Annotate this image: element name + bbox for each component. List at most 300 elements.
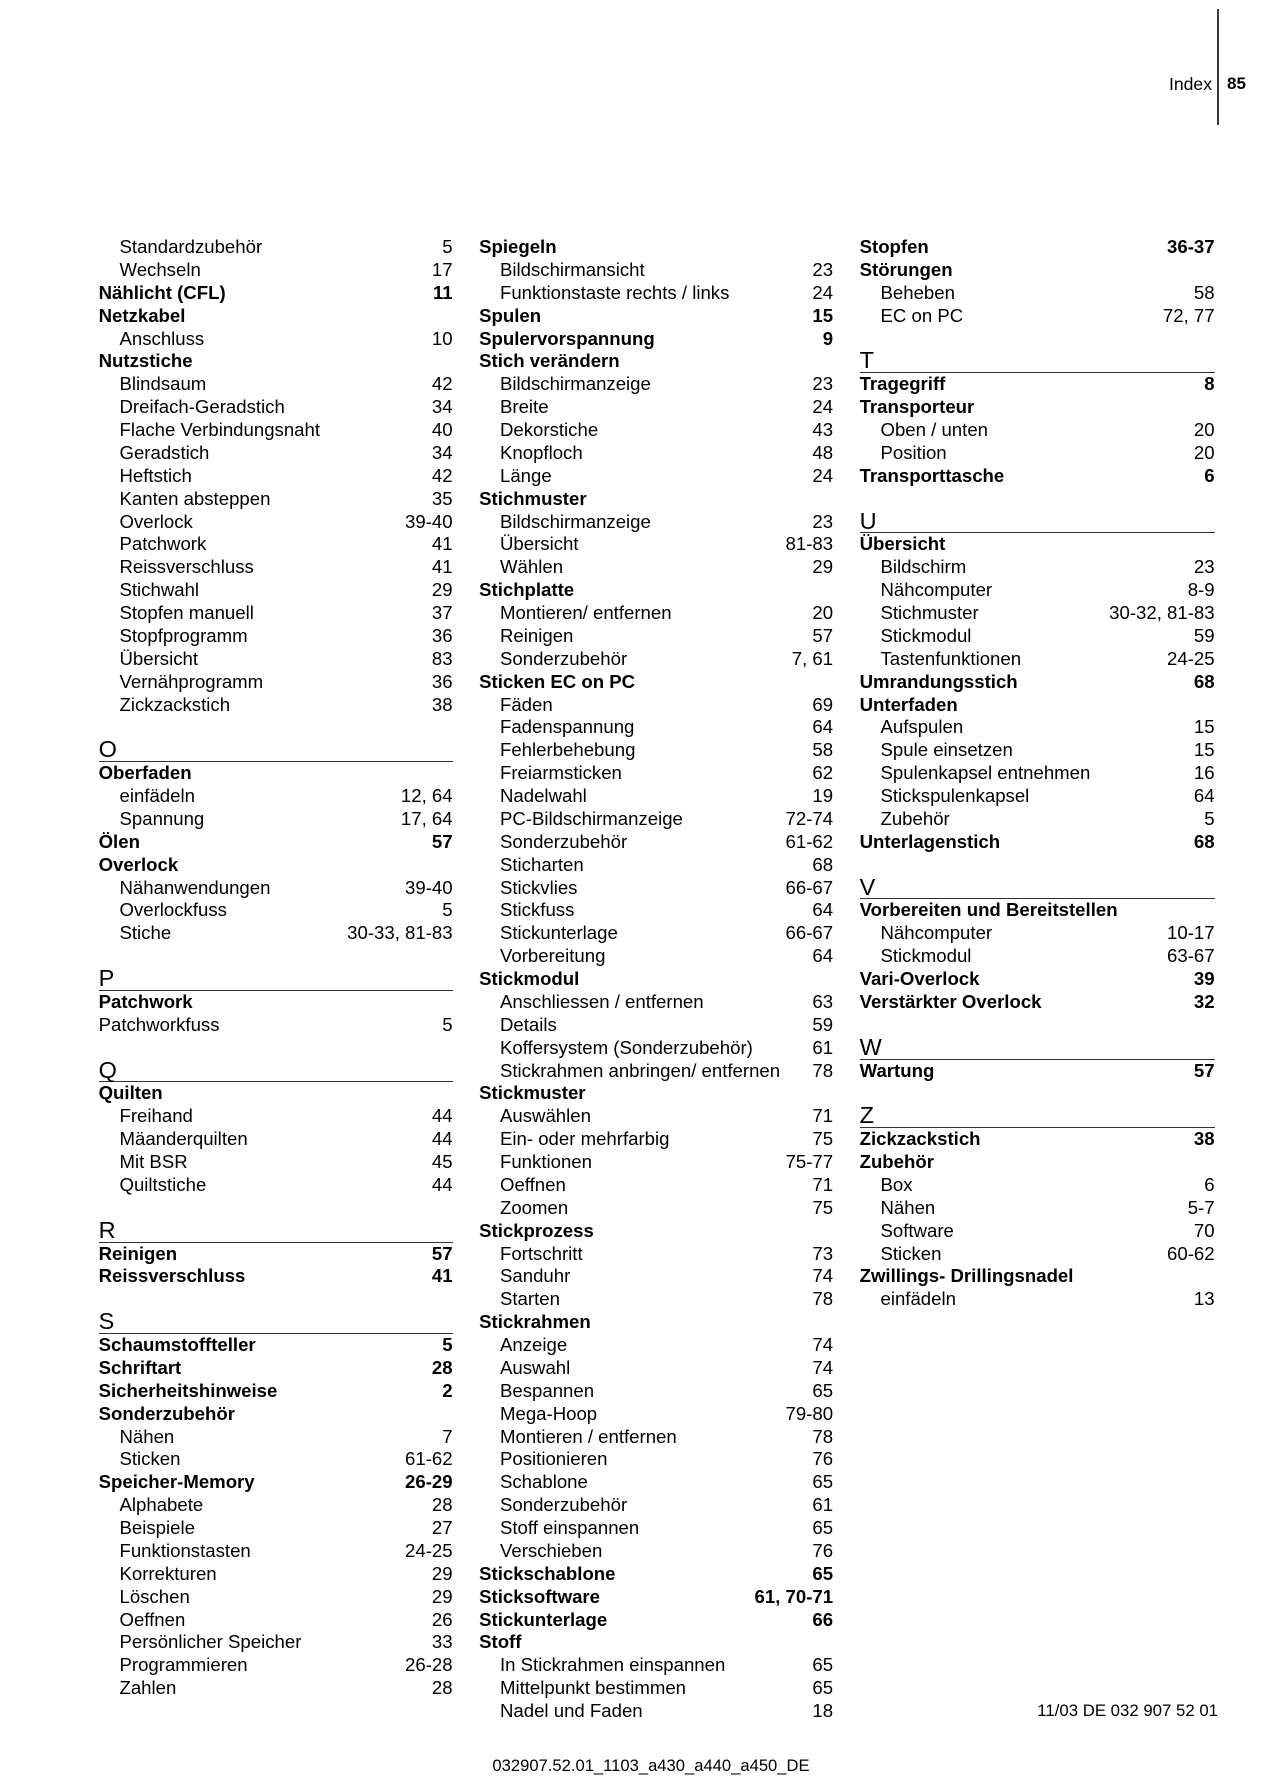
entry-page-refs: 58 (1193, 281, 1215, 303)
index-letter-heading (98, 736, 453, 763)
entry-page-refs: 33 (431, 1631, 453, 1653)
index-letter-heading (98, 1308, 453, 1335)
entry-page-refs: 74 (812, 1265, 834, 1287)
index-subentry (479, 259, 833, 282)
entry-page-refs: 36 (431, 624, 453, 646)
index-entry (479, 1311, 833, 1334)
index-subentry (860, 442, 1215, 465)
entry-page-refs: 11 (432, 281, 453, 303)
index-subentry (860, 739, 1215, 762)
entry-label: Funktionstasten (119, 1539, 251, 1561)
index-subentry (860, 808, 1215, 831)
entry-label: Länge (499, 464, 552, 486)
entry-page-refs: 65 (812, 1654, 834, 1676)
index-subentry (479, 648, 833, 671)
entry-page-refs: 74 (812, 1334, 834, 1355)
index-subentry (99, 259, 453, 282)
index-subentry (99, 396, 453, 419)
index-entry (860, 373, 1215, 396)
entry-label: Nadelwahl (499, 785, 587, 806)
entry-page-refs: 69 (812, 693, 834, 715)
entry-page-refs: 68 (812, 853, 834, 875)
entry-label: Fäden (499, 693, 553, 715)
entry-page-refs: 29 (431, 1585, 453, 1607)
index-subentry (860, 1197, 1215, 1220)
index-subentry (99, 648, 453, 671)
entry-page-refs: 68 (1193, 670, 1215, 692)
entry-page-refs: 5-7 (1187, 1196, 1215, 1218)
index-subentry (479, 556, 833, 579)
entry-page-refs: 7 (442, 1425, 453, 1447)
entry-page-refs: 81-83 (785, 533, 834, 555)
entry-label: Transporteur (859, 396, 975, 418)
entry-label: Stickmodul (880, 945, 972, 967)
entry-label: Stickprozess (479, 1219, 594, 1241)
entry-label: Sticksoftware (479, 1585, 600, 1607)
index-subentry (99, 1631, 453, 1654)
index-entry (860, 968, 1215, 991)
entry-label: Ölen (98, 830, 140, 852)
entry-page-refs: 5 (442, 1013, 453, 1035)
entry-page-refs: 43 (812, 419, 834, 440)
index-subentry (479, 1128, 833, 1151)
entry-page-refs: 30-32, 81-83 (1109, 602, 1215, 623)
index-subentry (479, 1197, 833, 1220)
entry-page-refs: 13 (1193, 1288, 1215, 1310)
entry-page-refs: 63-67 (1167, 945, 1215, 967)
entry-label: Stichwahl (119, 579, 200, 601)
index-entry (860, 1151, 1215, 1174)
entry-label: Spiegeln (479, 236, 557, 257)
index-entry (99, 1334, 453, 1357)
index-entry (99, 1082, 453, 1105)
index-subentry (479, 1677, 833, 1700)
index-subentry (99, 1494, 453, 1517)
index-letter-heading (859, 873, 1215, 900)
entry-page-refs: 10-17 (1167, 922, 1215, 944)
index-entry (860, 694, 1215, 717)
index-subentry (99, 328, 453, 351)
entry-label: Anzeige (499, 1334, 568, 1355)
index-entry (860, 671, 1215, 694)
entry-page-refs: 68 (1193, 830, 1215, 852)
entry-label: Breite (499, 396, 549, 418)
entry-label: Fortschritt (499, 1242, 583, 1264)
entry-page-refs: 27 (431, 1517, 453, 1538)
index-subentry (99, 556, 453, 579)
entry-label: Schablone (499, 1471, 588, 1493)
entry-label: Overlock (119, 510, 193, 532)
entry-label: Software (880, 1219, 954, 1241)
entry-page-refs: 75 (812, 1128, 834, 1150)
entry-label: Sticharten (499, 853, 584, 875)
entry-page-refs: 39-40 (405, 510, 453, 532)
entry-page-refs: 44 (431, 1105, 453, 1127)
index-subentry (479, 1174, 833, 1197)
entry-label: Anschluss (119, 327, 205, 349)
index-entry (99, 854, 453, 877)
index-entry (479, 968, 833, 991)
entry-label: Patchwork (98, 990, 193, 1012)
index-entry (860, 991, 1215, 1014)
index-subentry (479, 1517, 833, 1540)
index-subentry (860, 762, 1215, 785)
entry-page-refs: 36 (431, 670, 453, 692)
index-subentry (479, 442, 833, 465)
header-divider (1217, 9, 1219, 125)
entry-label: Stickfuss (499, 899, 575, 921)
entry-label: Overlockfuss (119, 899, 227, 921)
entry-label: Zubehör (859, 1151, 934, 1172)
entry-label: Beheben (880, 281, 955, 303)
entry-label: Sonderzubehör (499, 647, 628, 669)
entry-page-refs: 29 (431, 1562, 453, 1584)
entry-label: Stich verändern (479, 350, 620, 372)
entry-label: Zubehör (880, 807, 950, 829)
entry-label: Position (880, 441, 947, 463)
entry-label: Quiltstiche (119, 1173, 207, 1195)
entry-page-refs: 76 (812, 1539, 834, 1561)
entry-label: Sticken (880, 1242, 942, 1264)
entry-label: einfädeln (119, 785, 195, 806)
entry-label: Stickmuster (479, 1082, 586, 1104)
index-subentry (99, 465, 453, 488)
entry-label: Stichmuster (479, 487, 587, 509)
index-subentry (479, 1426, 833, 1449)
index-entry (479, 1220, 833, 1243)
entry-label: Nähanwendungen (119, 876, 271, 898)
index-letter-heading (859, 507, 1215, 534)
entry-page-refs: 65 (812, 1562, 834, 1584)
entry-page-refs: 23 (812, 258, 834, 280)
entry-label: Sicherheitshinweise (98, 1379, 278, 1401)
entry-label: Spulen (479, 304, 542, 326)
index-subentry (99, 533, 453, 556)
entry-page-refs: 8 (1204, 373, 1215, 395)
entry-page-refs: 38 (1193, 1128, 1215, 1150)
entry-label: Auswahl (499, 1356, 571, 1378)
index-entry (99, 831, 453, 854)
index-subentry (479, 899, 833, 922)
index-subentry (860, 945, 1215, 968)
index-column-middle (479, 236, 833, 1723)
index-subentry (479, 922, 833, 945)
index-letter-heading (98, 1216, 453, 1243)
index-subentry (479, 1403, 833, 1426)
entry-page-refs: 65 (812, 1517, 834, 1538)
entry-label: Freiarmsticken (499, 762, 622, 784)
entry-label: Anschliessen / entfernen (499, 990, 704, 1012)
entry-page-refs: 73 (812, 1242, 834, 1264)
entry-page-refs: 59 (812, 1013, 834, 1035)
entry-label: Funktionstaste rechts / links (499, 281, 730, 303)
entry-page-refs: 24-25 (405, 1539, 453, 1561)
index-subentry (99, 877, 453, 900)
entry-page-refs: 57 (1193, 1059, 1215, 1081)
entry-page-refs: 58 (812, 739, 834, 761)
entry-label: Vorbereitung (499, 945, 606, 967)
entry-page-refs: 5 (1204, 807, 1215, 829)
index-entry (479, 236, 833, 259)
file-identifier: 032907.52.01_1103_a430_a440_a450_DE (492, 1755, 810, 1775)
index-subentry (479, 694, 833, 717)
index-subentry (99, 808, 453, 831)
index-subentry (99, 922, 453, 945)
index-subentry (99, 1448, 453, 1471)
index-subentry (860, 282, 1215, 305)
entry-page-refs: 62 (812, 762, 834, 784)
entry-label: Dekorstiche (499, 419, 599, 440)
entry-label: Koffersystem (Sonderzubehör) (499, 1036, 753, 1058)
entry-label: Stopfen manuell (119, 602, 254, 623)
entry-label: Mäanderquilten (119, 1128, 248, 1150)
entry-label: Quilten (98, 1082, 163, 1104)
entry-page-refs: 64 (812, 899, 834, 921)
index-subentry (99, 373, 453, 396)
index-subentry (479, 1334, 833, 1357)
index-subentry (479, 465, 833, 488)
index-subentry (479, 785, 833, 808)
entry-label: Nähen (119, 1425, 175, 1447)
entry-page-refs: 12, 64 (400, 785, 453, 806)
entry-label: Auswählen (499, 1105, 591, 1127)
index-subentry (99, 442, 453, 465)
entry-label: Montieren / entfernen (499, 1425, 677, 1447)
entry-label: Spulenkapsel entnehmen (880, 762, 1091, 784)
entry-label: Stoff einspannen (499, 1517, 640, 1538)
entry-page-refs: 78 (812, 1425, 834, 1447)
entry-page-refs: 59 (1193, 624, 1215, 646)
entry-label: Ein- oder mehrfarbig (499, 1128, 670, 1150)
entry-label: Umrandungsstich (859, 670, 1018, 692)
index-subentry (479, 1654, 833, 1677)
entry-page-refs: 39-40 (405, 876, 453, 898)
entry-page-refs: 66-67 (785, 876, 834, 898)
entry-label: Sticken EC on PC (479, 670, 636, 692)
entry-page-refs: 20 (1193, 441, 1215, 463)
entry-label: Vari-Overlock (859, 968, 980, 989)
index-subentry (860, 1220, 1215, 1243)
index-subentry (99, 694, 453, 717)
index-subentry (479, 1357, 833, 1380)
index-entry (479, 1631, 833, 1654)
index-subentry (479, 762, 833, 785)
entry-label: Reissverschluss (98, 1265, 246, 1287)
entry-label: Sticken (119, 1448, 181, 1470)
entry-page-refs: 16 (1193, 762, 1215, 784)
entry-label: Sonderzubehör (98, 1402, 235, 1424)
entry-label: Reissverschluss (119, 556, 254, 578)
entry-label: Stickspulenkapsel (880, 785, 1030, 806)
entry-label: Stickvlies (499, 876, 578, 898)
entry-page-refs: 44 (431, 1173, 453, 1195)
entry-label: In Stickrahmen einspannen (499, 1654, 726, 1676)
index-subentry (99, 1151, 453, 1174)
entry-label: Persönlicher Speicher (119, 1631, 302, 1653)
entry-page-refs: 76 (812, 1448, 834, 1470)
entry-label: Oberfaden (98, 762, 192, 784)
entry-label: Löschen (119, 1585, 190, 1607)
entry-label: Beispiele (119, 1517, 195, 1538)
entry-label: Box (880, 1173, 913, 1195)
entry-label: Bespannen (499, 1379, 595, 1401)
entry-page-refs: 79-80 (785, 1402, 834, 1424)
entry-label: Zoomen (499, 1196, 569, 1218)
index-column-left (99, 236, 453, 1700)
index-entry (860, 533, 1215, 556)
letter-heading-label: O (98, 736, 117, 763)
entry-page-refs: 40 (431, 419, 453, 440)
entry-label: Übersicht (499, 533, 579, 555)
letter-heading-label: W (859, 1033, 882, 1060)
entry-label: Knopfloch (499, 441, 583, 463)
entry-page-refs: 65 (812, 1677, 834, 1699)
index-subentry (99, 1174, 453, 1197)
entry-page-refs: 28 (431, 1356, 453, 1378)
index-subentry (860, 419, 1215, 442)
entry-label: Wählen (499, 556, 564, 578)
entry-label: Stiche (119, 922, 172, 944)
index-entry (99, 1265, 453, 1288)
index-subentry (860, 1174, 1215, 1197)
entry-page-refs: 2 (442, 1379, 453, 1401)
section-title: Index (1168, 73, 1212, 94)
index-subentry (99, 511, 453, 534)
entry-label: Stickunterlage (479, 1608, 608, 1630)
entry-page-refs: 61 (812, 1036, 834, 1058)
index-subentry (99, 671, 453, 694)
entry-label: Schriftart (98, 1356, 182, 1378)
entry-label: Zickzackstich (859, 1128, 981, 1150)
index-subentry (479, 1105, 833, 1128)
index-subentry (479, 1151, 833, 1174)
letter-heading-label: P (98, 965, 115, 991)
entry-label: Stickrahmen anbringen/ entfernen (499, 1059, 781, 1081)
index-entry (860, 1060, 1215, 1083)
entry-label: Standardzubehör (119, 236, 263, 257)
entry-page-refs: 42 (431, 373, 453, 395)
entry-label: EC on PC (880, 304, 964, 326)
entry-label: Tragegriff (859, 373, 946, 395)
entry-page-refs: 23 (1193, 556, 1215, 578)
entry-label: Nähcomputer (880, 922, 993, 944)
entry-label: Overlock (98, 853, 179, 875)
entry-page-refs: 15 (1193, 739, 1215, 761)
entry-label: Spannung (119, 807, 205, 829)
index-subentry (479, 854, 833, 877)
entry-page-refs: 26-28 (405, 1654, 453, 1676)
index-subentry (99, 602, 453, 625)
entry-label: Wartung (859, 1059, 935, 1081)
entry-page-refs: 32 (1193, 990, 1215, 1012)
entry-label: Übersicht (859, 533, 946, 555)
entry-label: Stickmodul (880, 624, 972, 646)
index-subentry (479, 808, 833, 831)
entry-page-refs: 5 (442, 236, 453, 257)
entry-label: Spule einsetzen (880, 739, 1013, 761)
entry-page-refs: 64 (812, 945, 834, 967)
entry-page-refs: 34 (431, 441, 453, 463)
index-entry (860, 465, 1215, 488)
entry-label: Flache Verbindungsnaht (119, 419, 321, 440)
index-entry (860, 831, 1215, 854)
entry-page-refs: 78 (812, 1059, 834, 1081)
index-subentry (479, 1037, 833, 1060)
entry-page-refs: 29 (431, 579, 453, 601)
entry-label: Stoff (479, 1631, 522, 1653)
index-entry (479, 1082, 833, 1105)
entry-page-refs: 83 (431, 647, 453, 669)
entry-label: Oeffnen (499, 1173, 566, 1195)
entry-label: Zickzackstich (119, 693, 231, 715)
entry-page-refs: 5 (442, 899, 453, 921)
entry-label: Vorbereiten und Bereitstellen (859, 899, 1118, 921)
index-subentry (479, 1014, 833, 1037)
entry-page-refs: 75-77 (785, 1151, 834, 1172)
entry-page-refs: 41 (431, 556, 453, 578)
entry-page-refs: 23 (812, 510, 834, 532)
index-subentry (99, 1540, 453, 1563)
entry-label: Unterlagenstich (859, 830, 1001, 852)
entry-label: Spulervorspannung (479, 327, 655, 349)
letter-heading-label: Z (859, 1102, 874, 1129)
entry-label: Sanduhr (499, 1265, 571, 1287)
index-entry (99, 282, 453, 305)
index-subentry (479, 1288, 833, 1311)
entry-page-refs: 48 (812, 441, 834, 463)
entry-label: Zahlen (119, 1677, 177, 1699)
document-reference: 11/03 DE 032 907 52 01 (1037, 1701, 1218, 1720)
entry-label: Zwillings- Drillingsnadel (859, 1265, 1074, 1287)
entry-page-refs: 78 (812, 1288, 834, 1310)
entry-page-refs: 65 (812, 1379, 834, 1401)
entry-label: Nadel und Faden (499, 1700, 643, 1721)
entry-label: Stichmuster (880, 602, 979, 623)
entry-page-refs: 60-62 (1167, 1242, 1215, 1264)
entry-label: Oben / unten (880, 419, 988, 440)
entry-label: Positionieren (499, 1448, 608, 1470)
index-entry (860, 236, 1215, 259)
index-subentry (479, 1540, 833, 1563)
entry-label: Stopfprogramm (119, 624, 248, 646)
entry-page-refs: 45 (431, 1151, 453, 1172)
entry-page-refs: 35 (431, 487, 453, 509)
index-subentry (479, 419, 833, 442)
entry-page-refs: 5 (442, 1334, 453, 1355)
index-column-right (860, 236, 1215, 1311)
entry-page-refs: 61-62 (785, 830, 834, 852)
entry-label: Mit BSR (119, 1151, 188, 1172)
index-entry (99, 305, 453, 328)
index-entry (99, 1357, 453, 1380)
entry-label: Transporttasche (859, 464, 1005, 486)
entry-page-refs: 66 (812, 1608, 834, 1630)
entry-label: Bildschirm (880, 556, 967, 578)
entry-label: Oeffnen (119, 1608, 186, 1630)
index-entry (860, 259, 1215, 282)
entry-page-refs: 26 (431, 1608, 453, 1630)
entry-page-refs: 23 (812, 373, 834, 395)
index-subentry (860, 1243, 1215, 1266)
entry-label: Verschieben (499, 1539, 603, 1561)
entry-label: Übersicht (119, 647, 199, 669)
letter-heading-label: T (859, 347, 874, 374)
entry-page-refs: 24-25 (1167, 647, 1215, 669)
entry-label: Stopfen (859, 236, 929, 257)
index-letter-heading (859, 1102, 1215, 1129)
entry-label: Blindsaum (119, 373, 207, 395)
index-entry (479, 671, 833, 694)
